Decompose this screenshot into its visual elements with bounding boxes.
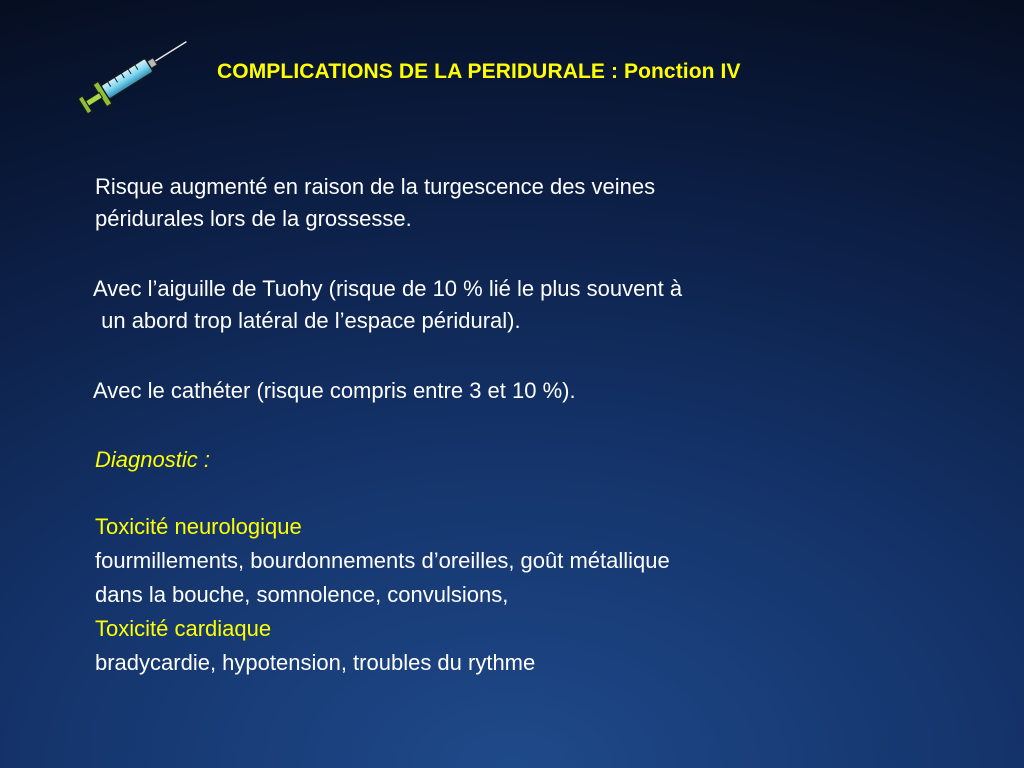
- catheter-text: Avec le cathéter (risque compris entre 3 et 10 %).: [93, 378, 576, 403]
- neurologic-symptoms-line-2: dans la bouche, somnolence, convulsions,: [95, 582, 509, 607]
- risk-text-line-1: Risque augmenté en raison de la turgescence des veines: [95, 174, 656, 199]
- neurologic-symptoms-line-1: fourmillements, bourdonnements d’oreilles, goût métallique: [95, 548, 670, 573]
- risk-text-line-2: péridurales lors de la grossesse.: [95, 206, 412, 231]
- slide-title: COMPLICATIONS DE LA PERIDURALE : Ponction IV: [217, 60, 741, 83]
- diagnostic-heading: Diagnostic :: [95, 447, 210, 472]
- tuohy-text-line-2: un abord trop latéral de l’espace péridural).: [95, 308, 521, 333]
- syringe-icon: [74, 34, 192, 116]
- neurologic-toxicity-heading: Toxicité neurologique: [95, 514, 302, 539]
- cardiac-symptoms: bradycardie, hypotension, troubles du rythme: [95, 650, 536, 675]
- cardiac-toxicity-heading: Toxicité cardiaque: [95, 616, 272, 641]
- tuohy-text-line-1: Avec l’aiguille de Tuohy (risque de 10 % lié le plus souvent à: [93, 276, 683, 301]
